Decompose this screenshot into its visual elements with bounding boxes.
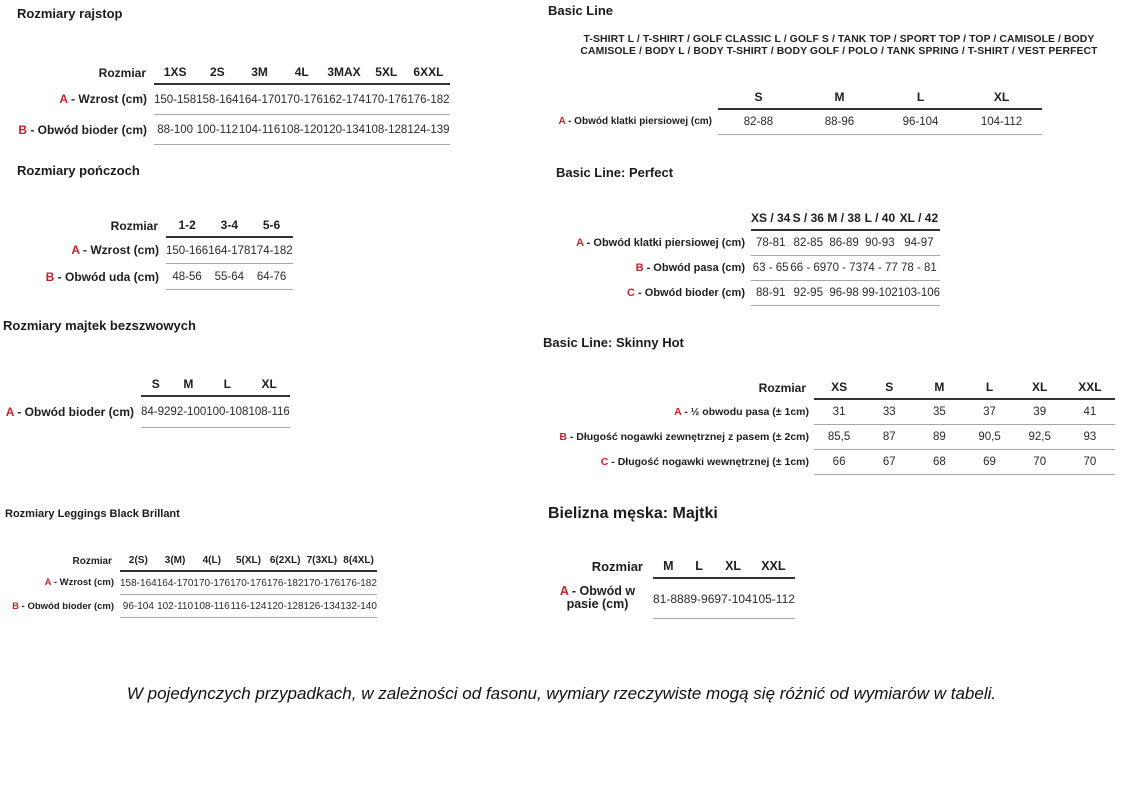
measurement-letter: B [45,269,55,284]
size-value-cell: 116-124 [230,595,267,618]
size-value-cell: 108-116 [248,396,289,428]
size-value-cell: 37 [964,399,1014,425]
measurement-letter: B [635,262,644,274]
measurement-letter: A [5,404,14,419]
size-value-cell: 99-102 [862,281,898,306]
size-value-cell: 85,5 [814,425,864,450]
size-value-cell: 92,5 [1015,425,1065,450]
size-value-cell: 170-176 [304,571,341,595]
size-value-cell: 88-96 [799,109,880,135]
section-title-leggings: Rozmiary Leggings Black Brillant [5,508,180,520]
size-value-cell: 88-91 [751,281,790,306]
measurement-row-label: B - Obwód uda (cm) [45,269,159,284]
measurement-letter: A [559,584,569,599]
size-value-cell: 90-93 [862,230,898,256]
majtki-size-table [548,550,795,619]
size-value-cell: 120-134 [323,115,365,145]
measurement-row-label: A - ½ obwodu pasa (± 1cm) [674,405,809,418]
measurement-row [548,399,1115,425]
measurement-letter: A [576,236,584,249]
size-column-header: XL [1015,376,1065,399]
measurement-row-label: A - Obwód bioder (cm) [5,404,134,419]
size-column-header: L [684,550,715,578]
size-value-cell: 64-76 [250,264,292,290]
size-column-header: 8(4XL) [340,548,377,571]
size-value-cell: 102-110 [157,595,194,618]
header-row [10,57,450,84]
size-value-cell: 31 [814,399,864,425]
size-column-header: XS / 34 [751,206,790,230]
corner-label: Rozmiar [591,559,643,574]
size-value-cell: 164-178 [208,237,250,264]
size-value-cell: 89-96 [684,578,715,619]
measurement-row-label: A - Wzrost (cm) [59,92,147,107]
size-column-header: S / 36 [790,206,826,230]
section-title-rajstop: Rozmiary rajstop [17,6,123,21]
measurement-row [548,230,940,256]
header-row [548,550,795,578]
measurement-row [5,571,377,595]
size-column-header: M [170,370,206,396]
size-column-header: M [914,376,964,399]
measurement-row-label: B - Obwód bioder (cm) [18,122,147,137]
size-value-cell: 93 [1065,425,1115,450]
measurement-row [548,425,1115,450]
footnote-disclaimer: W pojedynczych przypadkach, w zależności od fasonu, wymiary rzeczywiste mogą się różnić od wymiarów w tabeli. [126,684,997,703]
size-value-cell: 82-88 [718,109,799,135]
size-value-cell: 70 [1065,450,1115,475]
section-rozmiary-majtek-bezszwowych [3,318,475,428]
size-column-header: XL [961,84,1042,109]
size-value-cell: 124-139 [407,115,449,145]
size-column-header: 5XL [365,57,407,84]
size-value-cell: 92-95 [790,281,826,306]
size-column-header: 7(3XL) [304,548,341,571]
size-value-cell: 39 [1015,399,1065,425]
size-value-cell: 150-166 [166,237,208,264]
size-column-header: L [880,84,961,109]
size-column-header: 5-6 [250,210,292,237]
section-title-majtki: Bielizna męska: Majtki [548,505,718,522]
size-value-cell: 108-120 [281,115,323,145]
size-value-cell: 162-174 [323,84,365,115]
section-bielizna-meska-majtki [548,505,1003,619]
measurement-row [548,256,940,281]
measurement-letter: B [18,122,27,137]
measurement-letter: C [627,287,635,299]
measurement-row-label: A - Obwód klatki piersiowej (cm) [558,116,712,128]
header-row [545,84,1042,109]
size-column-header: 6(2XL) [267,548,304,571]
measurement-letter: A [674,405,682,418]
size-value-cell: 104-112 [961,109,1042,135]
size-value-cell: 108-128 [365,115,407,145]
size-column-header: XL [248,370,289,396]
section-basic-line-perfect [548,165,1102,306]
size-value-cell: 120-128 [267,595,304,618]
measurement-row [548,281,940,306]
size-column-header: 4(L) [193,548,230,571]
size-value-cell: 164-170 [157,571,194,595]
size-column-header: M [653,550,684,578]
size-value-cell: 63 - 65 [751,256,790,281]
size-value-cell: 55-64 [208,264,250,290]
measurement-row [3,396,290,428]
header-row [10,210,293,237]
size-column-header: 3-4 [208,210,250,237]
size-value-cell: 48-56 [166,264,208,290]
leggings-size-table [5,548,377,618]
perfect-size-table [548,206,940,306]
size-value-cell: 174-182 [250,237,292,264]
size-value-cell: 150-158 [154,84,196,115]
size-column-header: L / 40 [862,206,898,230]
basic-line-size-table [545,84,1042,135]
header-row [548,376,1115,399]
size-column-header: XS [814,376,864,399]
size-value-cell: 84-92 [141,396,170,428]
size-value-cell: 74 - 77 [862,256,898,281]
measurement-letter: A [558,116,566,128]
size-column-header: M / 38 [826,206,862,230]
size-column-header: 1XS [154,57,196,84]
corner-label [3,370,141,396]
skinny-hot-size-table [548,376,1115,475]
size-value-cell: 132-140 [340,595,377,618]
section-title-majtek: Rozmiary majtek bezszwowych [3,318,196,333]
size-value-cell: 33 [864,399,914,425]
header-row [3,370,290,396]
size-column-header: S [141,370,170,396]
size-value-cell: 68 [914,450,964,475]
size-value-cell: 86-89 [826,230,862,256]
rajstop-size-table [10,57,450,145]
size-value-cell: 170-176 [193,571,230,595]
size-value-cell: 108-116 [193,595,230,618]
size-value-cell: 70 - 73 [826,256,862,281]
size-value-cell: 69 [964,450,1014,475]
basic-line-product-list: T-SHIRT L / T-SHIRT / GOLF CLASSIC L / GOLF S / TANK TOP / SPORT TOP / TOP / CAMISOLE / BODY CAMISOLE / BODY L / BODY T-SHIRT / BODY GOLF / POLO / TANK SPRING / T-SHIRT / VEST PERFECT [580,34,1098,57]
measurement-letter: C [600,456,609,468]
size-value-cell: 35 [914,399,964,425]
measurement-row-label: B - Obwód bioder (cm) [12,600,114,612]
size-value-cell: 78-81 [751,230,790,256]
section-title-perfect: Basic Line: Perfect [556,165,674,180]
measurement-row-label: C - Długość nogawki wewnętrznej (± 1cm) [600,456,809,468]
size-value-cell: 96-104 [880,109,961,135]
measurement-letter: B [12,600,19,612]
size-value-cell: 103-106 [898,281,940,306]
measurement-letter: A [71,243,80,258]
size-value-cell: 164-170 [238,84,280,115]
section-title-ponczoch: Rozmiary pończoch [17,163,140,178]
corner-label: Rozmiar [98,66,146,80]
ponczoch-size-table [10,210,293,290]
corner-label: Rozmiar [758,381,806,395]
measurement-row [548,578,795,619]
header-row [548,206,940,230]
size-column-header: L [964,376,1014,399]
section-rozmiary-ponczoch [10,163,404,290]
corner-label: Rozmiar [110,219,158,233]
size-value-cell: 126-134 [304,595,341,618]
size-value-cell: 94-97 [898,230,940,256]
measurement-row [10,237,293,264]
size-value-cell: 66 - 69 [790,256,826,281]
size-column-header: 1-2 [166,210,208,237]
size-value-cell: 70 [1015,450,1065,475]
size-value-cell: 41 [1065,399,1115,425]
measurement-row [10,264,293,290]
size-column-header: XL / 42 [898,206,940,230]
size-value-cell: 170-176 [281,84,323,115]
corner-label [545,84,718,109]
section-title-skinny-hot: Basic Line: Skinny Hot [543,335,684,350]
size-value-cell: 90,5 [964,425,1014,450]
size-column-header: 4L [281,57,323,84]
size-value-cell: 88-100 [154,115,196,145]
size-value-cell: 82-85 [790,230,826,256]
size-value-cell: 170-176 [365,84,407,115]
measurement-row-label: A - Obwód klatki piersiowej (cm) [576,236,745,249]
size-value-cell: 67 [864,450,914,475]
size-column-header: 2S [196,57,238,84]
size-value-cell: 176-182 [340,571,377,595]
corner-label [548,206,751,230]
measurement-letter: A [44,577,52,589]
measurement-row [548,450,1115,475]
size-column-header: L [206,370,248,396]
size-value-cell: 92-100 [170,396,206,428]
measurement-row [10,84,450,115]
section-title-basic-line: Basic Line [548,3,614,18]
measurement-row-label: B - Obwód pasa (cm) [635,262,745,274]
size-value-cell: 158-164 [196,84,238,115]
size-value-cell: 158-164 [120,571,157,595]
size-column-header: S [864,376,914,399]
measurement-row-label: B - Długość nogawki zewnętrznej z pasem (± 2cm) [559,431,809,443]
size-value-cell: 66 [814,450,864,475]
size-column-header: 2(S) [120,548,157,571]
section-basic-line-skinny-hot [543,335,1115,475]
size-column-header: 6XXL [407,57,449,84]
size-value-cell: 100-112 [196,115,238,145]
size-value-cell: 170-176 [230,571,267,595]
size-value-cell: 105-112 [752,578,795,619]
size-value-cell: 176-182 [407,84,449,115]
size-value-cell: 104-116 [238,115,280,145]
size-column-header: M [799,84,880,109]
section-rozmiary-rajstop [10,6,486,145]
section-rozmiary-leggings-black-brillant [5,508,497,618]
size-value-cell: 87 [864,425,914,450]
size-value-cell: 100-108 [206,396,248,428]
size-value-cell: 97-104 [714,578,751,619]
measurement-row-label: A - Wzrost (cm) [44,577,114,589]
measurement-row [5,595,377,618]
measurement-row [10,115,450,145]
measurement-row-label: A - Wzrost (cm) [71,243,159,258]
size-value-cell: 96-98 [826,281,862,306]
size-value-cell: 78 - 81 [898,256,940,281]
size-column-header: XXL [1065,376,1115,399]
measurement-letter: A [59,92,68,107]
size-column-header: 3MAX [323,57,365,84]
size-value-cell: 81-88 [653,578,684,619]
size-column-header: XL [714,550,751,578]
corner-label: Rozmiar [72,556,112,567]
majtek-size-table [3,370,290,428]
measurement-row [545,109,1042,135]
size-value-cell: 89 [914,425,964,450]
size-column-header: 3(M) [157,548,194,571]
size-column-header: S [718,84,799,109]
header-row [5,548,377,571]
size-column-header: 5(XL) [230,548,267,571]
size-column-header: 3M [238,57,280,84]
size-value-cell: 176-182 [267,571,304,595]
measurement-row-label: C - Obwód bioder (cm) [627,287,745,299]
measurement-letter: B [559,431,567,443]
measurement-row-label: A - Obwód w pasie (cm) [559,584,636,612]
section-basic-line [545,3,1105,135]
size-column-header: XXL [752,550,795,578]
size-value-cell: 96-104 [120,595,157,618]
